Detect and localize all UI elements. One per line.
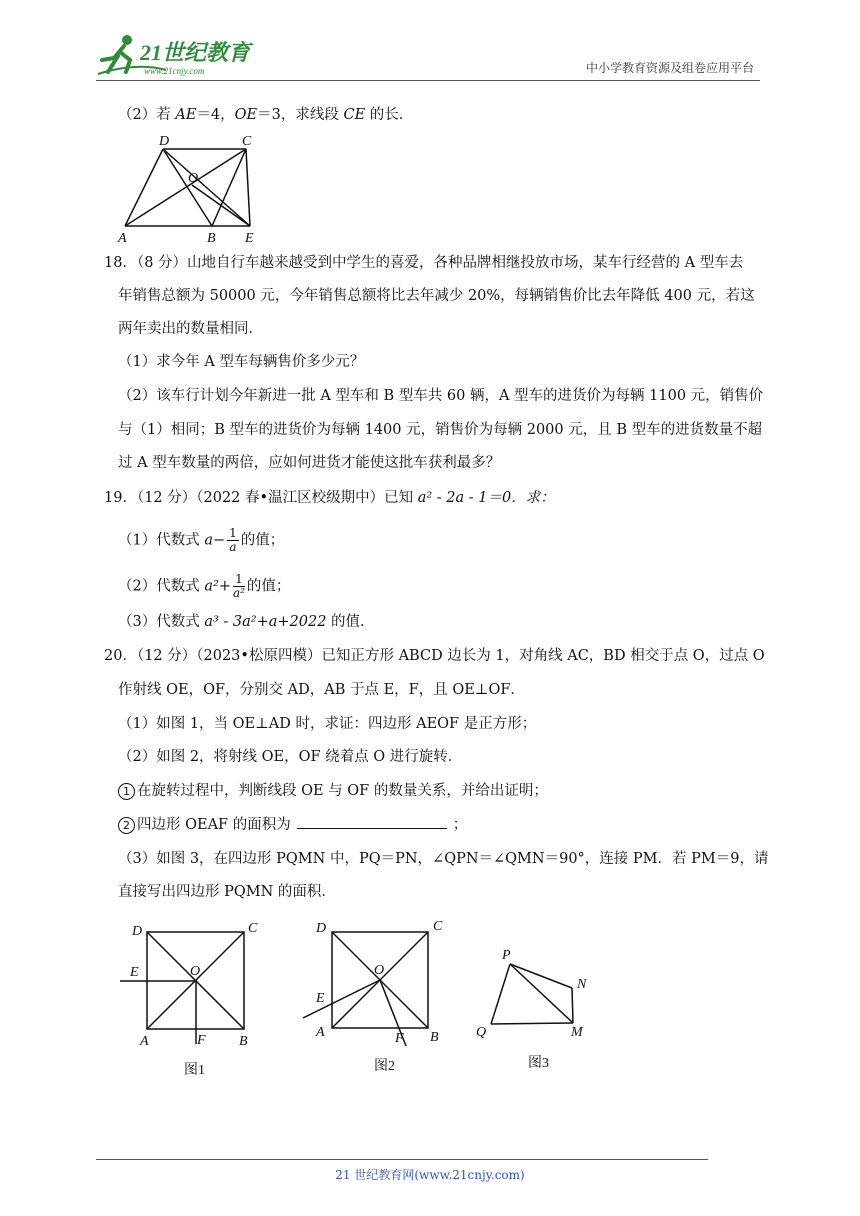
figure1-caption: 图1 (184, 1063, 205, 1078)
label-p: P (502, 948, 511, 963)
q20-line3: （1）如图 1，当 OE⊥AD 时，求证：四边形 AEOF 是正方形； (118, 716, 537, 732)
q19-p3-text: 的值． (326, 614, 375, 630)
circled-number-1: 1 (118, 783, 135, 800)
q20-line7: （3）如图 3，在四边形 PQMN 中，PQ＝PN，∠QPN＝∠QMN＝90°，连接 PM．若 PM＝9，请 (118, 851, 769, 867)
figure2-caption: 图2 (374, 1059, 395, 1074)
label-c: C (242, 134, 252, 149)
q19-p3-expr: a³ - 3a²+a+2022 (204, 614, 327, 630)
q20-line6-end: ； (452, 817, 468, 833)
q20-figure2 (300, 914, 460, 1080)
label-d: D (316, 921, 327, 936)
answer-blank[interactable] (297, 816, 447, 829)
label-e: E (245, 231, 254, 246)
q19-equation: a² - 2a - 1＝0．求： (417, 490, 555, 506)
q18-line1: 18．（8 分）山地自行车越来越受到中学生的喜爱，各种品牌相继投放市场，某车行经营的 A 型车去 (104, 255, 744, 271)
label-a: A (140, 1034, 149, 1049)
fraction-num: 1 (229, 526, 237, 540)
fraction (233, 573, 245, 600)
q20-line6-text: 四边形 OEAF 的面积为 (137, 817, 291, 833)
fraction-den: a (229, 540, 237, 554)
footer-link[interactable]: 21 世纪教育网(www.21cnjy.com) (335, 1168, 525, 1182)
q19-part2 (118, 573, 290, 600)
q18-line4: （1）求今年 A 型车每辆售价多少元？ (118, 354, 365, 370)
q19-part3 (118, 613, 375, 631)
label-n: N (577, 977, 587, 992)
label-f: F (395, 1031, 404, 1046)
q20-line4: （2）如图 2，将射线 OE，OF 绕着点 O 进行旋转． (118, 749, 463, 765)
q19-p2-expr: a²+ (204, 578, 231, 595)
q17-part2 (118, 106, 413, 124)
q19-stem-text: 19．（12 分）（2022 春•温江区校级期中）已知 (104, 490, 418, 506)
label-e: E (316, 991, 325, 1006)
fraction (227, 527, 239, 554)
label-e: E (130, 965, 139, 980)
logo-text: 21世纪教育 (140, 40, 251, 65)
label-o: O (188, 171, 199, 186)
platform-title: 中小学教育资源及组卷应用平台 (585, 61, 754, 75)
q19-p1-expr: a− (204, 532, 226, 549)
label-o: O (374, 963, 385, 978)
label-m: M (571, 1025, 583, 1040)
q18-line5: （2）该车行计划今年新进一批 A 型车和 B 型车共 60 辆，A 型车的进货价为每辆 1100 元，销售价 (118, 388, 764, 404)
q20-line5-text: 在旋转过程中，判断线段 OE 与 OF 的数量关系，并给出证明； (137, 783, 548, 799)
fraction-den: a² (232, 586, 245, 600)
q20-figure3 (470, 940, 600, 1076)
q20-line1: 20．（12 分）（2023•松原四模）已知正方形 ABCD 边长为 1，对角线 AC，BD 相交于点 O，过点 O (104, 648, 765, 664)
label-o: O (190, 964, 201, 979)
q20-line6 (118, 816, 467, 834)
q19-p1-text: （1）代数式 (118, 532, 205, 549)
q18-line7: 过 A 型车数量的两倍，应如何进货才能使这批车获利最多？ (118, 455, 501, 471)
q17-var-oe: OE (234, 107, 258, 123)
logo (96, 32, 266, 78)
q17-figure (112, 130, 272, 246)
label-d: D (159, 134, 170, 149)
q18-line2: 年销售总额为 50000 元，今年销售总额将比去年减少 20%，每辆销售价比去年降低 400 元，若这 (118, 288, 755, 304)
label-b: B (239, 1034, 248, 1049)
q19-stem (104, 489, 555, 507)
label-b: B (207, 231, 216, 246)
label-b: B (430, 1030, 439, 1045)
q20-line8: 直接写出四边形 PQMN 的面积． (118, 884, 336, 900)
logo-url: www.21cnjy.com (144, 66, 205, 76)
q19-p1-text: 的值； (240, 532, 285, 549)
q20-figure1 (114, 916, 264, 1082)
label-f: F (197, 1033, 206, 1048)
fraction-num: 1 (235, 572, 243, 586)
q17-text: ＝3，求线段 (257, 107, 344, 123)
q17-var-ae: AE (175, 107, 197, 123)
q20-line5 (118, 782, 548, 800)
q17-text: ＝4， (196, 107, 235, 123)
q20-line2: 作射线 OE，OF，分别交 AD，AB 于点 E，F，且 OE⊥OF． (118, 682, 525, 698)
label-d: D (132, 924, 143, 939)
page-header (96, 30, 760, 81)
label-q: Q (476, 1025, 487, 1040)
label-a: A (316, 1025, 325, 1040)
label-c: C (433, 919, 443, 934)
label-a: A (118, 231, 127, 246)
footer-divider (96, 1159, 708, 1160)
q17-text: （2）若 (118, 107, 176, 123)
q19-part1 (118, 527, 284, 554)
q17-text: 的长． (365, 107, 414, 123)
figure3-caption: 图3 (528, 1056, 549, 1071)
q19-p3-text: （3）代数式 (118, 614, 205, 630)
q19-p2-text: 的值； (246, 578, 291, 595)
q18-line6: 与（1）相同；B 型车的进货价为每辆 1400 元，销售价为每辆 2000 元，且 B 型车的进货数量不超 (118, 422, 763, 438)
q19-p2-text: （2）代数式 (118, 578, 205, 595)
circled-number-2: 2 (118, 817, 135, 834)
q17-var-ce: CE (343, 107, 366, 123)
q18-line3: 两年卖出的数量相同． (118, 321, 263, 337)
label-c: C (248, 921, 258, 936)
